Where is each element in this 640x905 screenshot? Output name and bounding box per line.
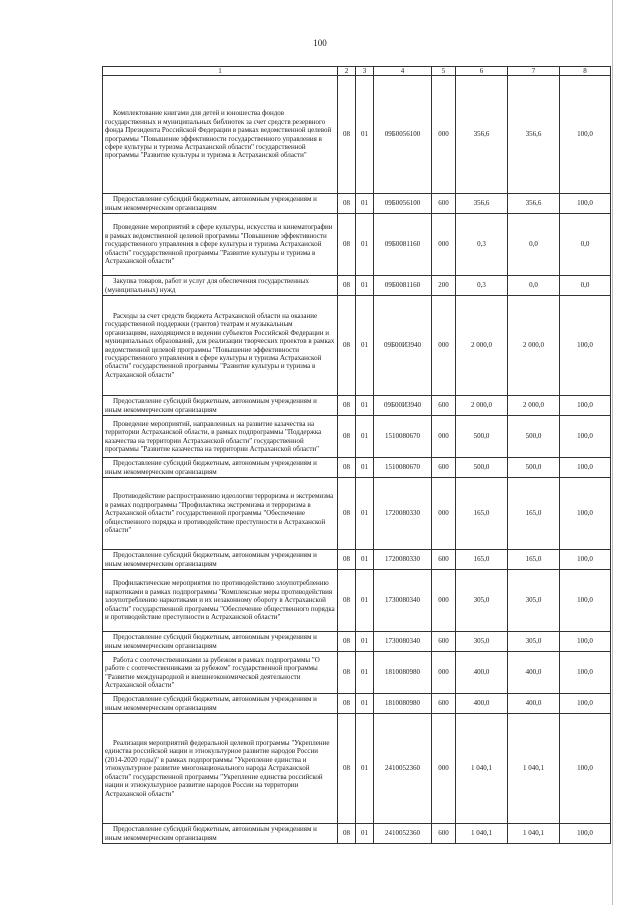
section-code-cell: 08 — [338, 76, 356, 194]
row-name-cell: Предоставление субсидий бюджетным, автономным учреждениям и иным некоммерческим организациям — [103, 194, 338, 214]
table-row — [103, 632, 611, 652]
table-row — [103, 396, 611, 416]
planned-amount-cell: 1 040,1 — [456, 714, 508, 824]
planned-amount-cell: 305,0 — [456, 632, 508, 652]
row-name-cell: Предоставление субсидий бюджетным, автономным учреждениям и иным некоммерческим организациям — [103, 396, 338, 416]
section-code-cell: 08 — [338, 570, 356, 632]
table-row — [103, 694, 611, 714]
table-row — [103, 214, 611, 276]
header-cell: 8 — [560, 67, 611, 76]
target-article-cell: 1720080330 — [374, 550, 432, 570]
target-article-cell: 2410052360 — [374, 824, 432, 844]
target-article-cell: 1510080670 — [374, 458, 432, 478]
expense-type-cell: 600 — [432, 396, 456, 416]
planned-amount-cell: 0,3 — [456, 276, 508, 296]
row-name-cell: Расходы за счет средств бюджета Астраханской области на оказание государственной поддержки (грантов) театрам и музыкальным организациям, находящимся в ведении субъектов Российской Федерации и муниципальных образований, для реализации творческих проектов в рамках ведомственной целевой программы "Повышение эффективности государственного управления в сфере культуры и туризма Астраханской области" государственной программы "Развитие культуры и туризма в Астраханской области" — [103, 296, 338, 396]
budget-table — [102, 66, 611, 844]
planned-amount-cell: 356,6 — [456, 76, 508, 194]
section-code-cell: 08 — [338, 478, 356, 550]
executed-amount-cell: 356,6 — [508, 76, 560, 194]
subsection-code-cell: 01 — [356, 824, 374, 844]
target-article-cell: 09Б0056100 — [374, 76, 432, 194]
subsection-code-cell: 01 — [356, 632, 374, 652]
subsection-code-cell: 01 — [356, 714, 374, 824]
row-name-cell: Проведение мероприятий в сфере культуры, искусства и кинематографии в рамках ведомственной целевой программы "Повышение эффективности государственного управления в сфере культуры и туризма Астраханской области" государственной программы "Развитие культуры и туризма в Астраханской области" — [103, 214, 338, 276]
target-article-cell: 1510080670 — [374, 416, 432, 458]
executed-amount-cell: 2 000,0 — [508, 396, 560, 416]
table-row — [103, 550, 611, 570]
header-cell: 2 — [338, 67, 356, 76]
executed-amount-cell: 305,0 — [508, 570, 560, 632]
target-article-cell: 09Б0081160 — [374, 214, 432, 276]
header-cell: 6 — [456, 67, 508, 76]
header-cell: 3 — [356, 67, 374, 76]
table-row — [103, 458, 611, 478]
expense-type-cell: 200 — [432, 276, 456, 296]
execution-percent-cell: 100,0 — [560, 570, 611, 632]
section-code-cell: 08 — [338, 194, 356, 214]
table-row — [103, 714, 611, 824]
execution-percent-cell: 100,0 — [560, 632, 611, 652]
expense-type-cell: 600 — [432, 694, 456, 714]
planned-amount-cell: 2 000,0 — [456, 396, 508, 416]
expense-type-cell: 000 — [432, 478, 456, 550]
executed-amount-cell: 305,0 — [508, 632, 560, 652]
planned-amount-cell: 165,0 — [456, 478, 508, 550]
execution-percent-cell: 0,0 — [560, 276, 611, 296]
execution-percent-cell: 100,0 — [560, 824, 611, 844]
execution-percent-cell: 100,0 — [560, 550, 611, 570]
planned-amount-cell: 500,0 — [456, 458, 508, 478]
target-article-cell: 09Б0081160 — [374, 276, 432, 296]
section-code-cell: 08 — [338, 714, 356, 824]
table-row — [103, 296, 611, 396]
planned-amount-cell: 400,0 — [456, 694, 508, 714]
planned-amount-cell: 165,0 — [456, 550, 508, 570]
section-code-cell: 08 — [338, 214, 356, 276]
row-name-cell: Комплектование книгами для детей и юношества фондов государственных и муниципальных библиотек за счет средств резервного фонда Президента Российской Федерации в рамках ведомственной целевой программы "Повышение эффективности государственного управления в сфере культуры и туризма Астраханской области" государственной программы "Развитие культуры и туризма в Астраханской области" — [103, 76, 338, 194]
planned-amount-cell: 500,0 — [456, 416, 508, 458]
row-name-cell: Профилактические мероприятия по противодействию злоупотреблению наркотиками в рамках подпрограммы "Комплексные меры противодействия злоупотреблению наркотиками и их незаконному обороту в Астраханской области" государственной программы "Обеспечение общественного порядка и противодействие преступности в Астраханской области" — [103, 570, 338, 632]
executed-amount-cell: 0,0 — [508, 276, 560, 296]
planned-amount-cell: 305,0 — [456, 570, 508, 632]
row-name-cell: Предоставление субсидий бюджетным, автономным учреждениям и иным некоммерческим организациям — [103, 632, 338, 652]
table-row — [103, 478, 611, 550]
header-row — [103, 67, 611, 76]
expense-type-cell: 000 — [432, 570, 456, 632]
row-name-cell: Предоставление субсидий бюджетным, автономным учреждениям и иным некоммерческим организациям — [103, 458, 338, 478]
target-article-cell: 1730080340 — [374, 570, 432, 632]
execution-percent-cell: 100,0 — [560, 396, 611, 416]
target-article-cell: 09Б0056100 — [374, 194, 432, 214]
target-article-cell: 1720080330 — [374, 478, 432, 550]
table-row — [103, 570, 611, 632]
execution-percent-cell: 100,0 — [560, 194, 611, 214]
header-cell: 4 — [374, 67, 432, 76]
execution-percent-cell: 100,0 — [560, 714, 611, 824]
subsection-code-cell: 01 — [356, 478, 374, 550]
table-row — [103, 824, 611, 844]
executed-amount-cell: 1 040,1 — [508, 824, 560, 844]
planned-amount-cell: 2 000,0 — [456, 296, 508, 396]
subsection-code-cell: 01 — [356, 570, 374, 632]
expense-type-cell: 000 — [432, 714, 456, 824]
target-article-cell: 09Б00И3940 — [374, 296, 432, 396]
section-code-cell: 08 — [338, 416, 356, 458]
expense-type-cell: 600 — [432, 550, 456, 570]
executed-amount-cell: 2 000,0 — [508, 296, 560, 396]
planned-amount-cell: 0,3 — [456, 214, 508, 276]
section-code-cell: 08 — [338, 276, 356, 296]
section-code-cell: 08 — [338, 550, 356, 570]
row-name-cell: Работа с соотечественниками за рубежом в рамках подпрограммы "О работе с соотечественниками за рубежом" государственной программы "Развитие международной и внешнеэкономической деятельности Астраханской области" — [103, 652, 338, 694]
executed-amount-cell: 165,0 — [508, 550, 560, 570]
section-code-cell: 08 — [338, 458, 356, 478]
row-name-cell: Противодействие распространению идеологии терроризма и экстремизма в рамках подпрограммы "Профилактика экстремизма и терроризма в Астраханской области" государственной программы "Обеспечение общественного порядка и противодействие преступности в Астраханской области" — [103, 478, 338, 550]
table-row — [103, 76, 611, 194]
executed-amount-cell: 165,0 — [508, 478, 560, 550]
header-cell: 1 — [103, 67, 338, 76]
executed-amount-cell: 0,0 — [508, 214, 560, 276]
expense-type-cell: 000 — [432, 76, 456, 194]
subsection-code-cell: 01 — [356, 396, 374, 416]
table-row — [103, 416, 611, 458]
section-code-cell: 08 — [338, 824, 356, 844]
row-name-cell: Закупка товаров, работ и услуг для обеспечения государственных (муниципальных) нужд — [103, 276, 338, 296]
expense-type-cell: 000 — [432, 652, 456, 694]
page-number: 100 — [313, 38, 327, 48]
row-name-cell: Предоставление субсидий бюджетным, автономным учреждениям и иным некоммерческим организациям — [103, 550, 338, 570]
executed-amount-cell: 1 040,1 — [508, 714, 560, 824]
expense-type-cell: 000 — [432, 214, 456, 276]
execution-percent-cell: 100,0 — [560, 458, 611, 478]
subsection-code-cell: 01 — [356, 276, 374, 296]
execution-percent-cell: 100,0 — [560, 296, 611, 396]
execution-percent-cell: 100,0 — [560, 694, 611, 714]
subsection-code-cell: 01 — [356, 214, 374, 276]
right-margin-rule — [612, 0, 613, 905]
subsection-code-cell: 01 — [356, 458, 374, 478]
target-article-cell: 1810080980 — [374, 694, 432, 714]
row-name-cell: Предоставление субсидий бюджетным, автономным учреждениям и иным некоммерческим организациям — [103, 694, 338, 714]
planned-amount-cell: 1 040,1 — [456, 824, 508, 844]
table-row — [103, 652, 611, 694]
subsection-code-cell: 01 — [356, 550, 374, 570]
row-name-cell: Проведение мероприятий, направленных на развитие казачества на территории Астраханской области, в рамках подпрограммы "Поддержка казачества на территории Астраханской области" государственной программы "Развитие казачества на территории Астраханской области" — [103, 416, 338, 458]
expense-type-cell: 600 — [432, 824, 456, 844]
table-row — [103, 276, 611, 296]
subsection-code-cell: 01 — [356, 296, 374, 396]
header-cell: 5 — [432, 67, 456, 76]
subsection-code-cell: 01 — [356, 416, 374, 458]
target-article-cell: 1810080980 — [374, 652, 432, 694]
row-name-cell: Предоставление субсидий бюджетным, автономным учреждениям и иным некоммерческим организациям — [103, 824, 338, 844]
target-article-cell: 2410052360 — [374, 714, 432, 824]
target-article-cell: 1730080340 — [374, 632, 432, 652]
subsection-code-cell: 01 — [356, 694, 374, 714]
section-code-cell: 08 — [338, 396, 356, 416]
expense-type-cell: 000 — [432, 296, 456, 396]
planned-amount-cell: 356,6 — [456, 194, 508, 214]
execution-percent-cell: 100,0 — [560, 478, 611, 550]
section-code-cell: 08 — [338, 632, 356, 652]
expense-type-cell: 600 — [432, 194, 456, 214]
executed-amount-cell: 500,0 — [508, 416, 560, 458]
planned-amount-cell: 400,0 — [456, 652, 508, 694]
execution-percent-cell: 100,0 — [560, 652, 611, 694]
execution-percent-cell: 100,0 — [560, 416, 611, 458]
executed-amount-cell: 356,6 — [508, 194, 560, 214]
header-cell: 7 — [508, 67, 560, 76]
table-row — [103, 194, 611, 214]
executed-amount-cell: 400,0 — [508, 694, 560, 714]
section-code-cell: 08 — [338, 652, 356, 694]
expense-type-cell: 600 — [432, 632, 456, 652]
row-name-cell: Реализация мероприятий федеральной целевой программы "Укрепление единства российской нации и этнокультурное развитие народов России (2014-2020 годы)" в рамках подпрограммы "Укрепление единства и этнокультурное развитие многонационального народа Астраханской области" государственной программы "Укрепление единства российской нации и этнокультурное развитие народов России на территории Астраханской области" — [103, 714, 338, 824]
subsection-code-cell: 01 — [356, 194, 374, 214]
execution-percent-cell: 0,0 — [560, 214, 611, 276]
subsection-code-cell: 01 — [356, 652, 374, 694]
section-code-cell: 08 — [338, 694, 356, 714]
table-header — [103, 67, 611, 76]
table-body — [103, 76, 611, 844]
execution-percent-cell: 100,0 — [560, 76, 611, 194]
executed-amount-cell: 400,0 — [508, 652, 560, 694]
section-code-cell: 08 — [338, 296, 356, 396]
target-article-cell: 09Б00И3940 — [374, 396, 432, 416]
subsection-code-cell: 01 — [356, 76, 374, 194]
executed-amount-cell: 500,0 — [508, 458, 560, 478]
expense-type-cell: 000 — [432, 416, 456, 458]
expense-type-cell: 600 — [432, 458, 456, 478]
